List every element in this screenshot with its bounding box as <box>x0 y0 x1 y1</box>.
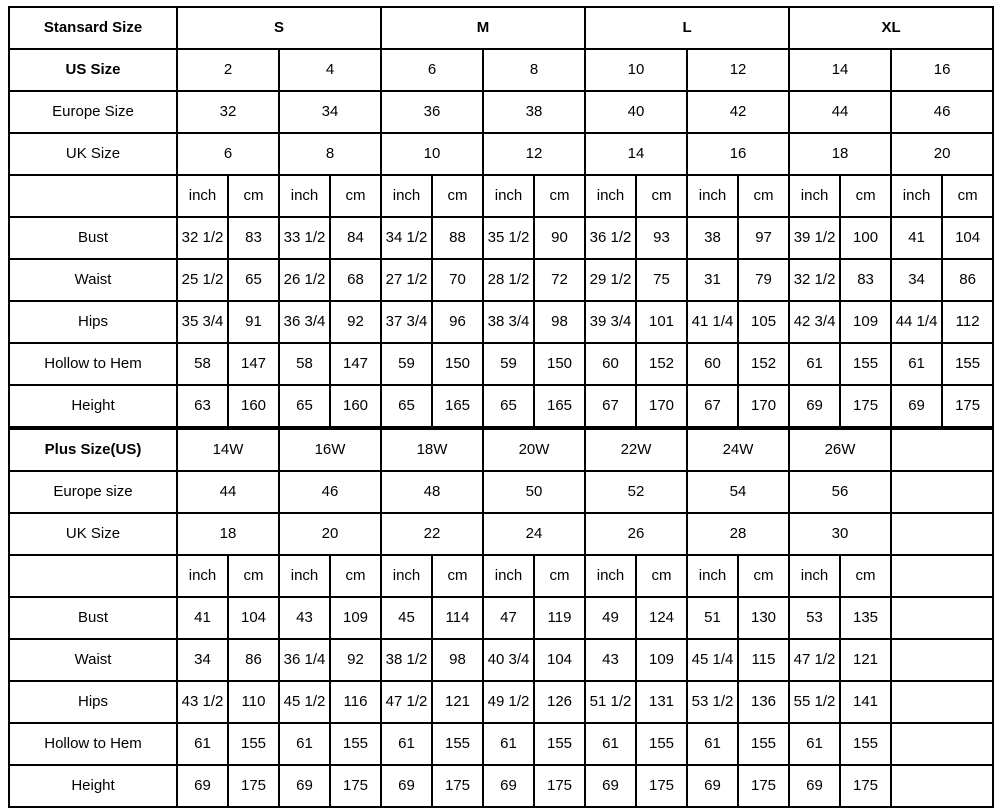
measure-value: 155 <box>330 723 381 765</box>
standard-size-row <box>9 91 993 133</box>
measure-value: 170 <box>636 385 687 427</box>
plus-measure-row <box>9 639 993 681</box>
measure-value: 165 <box>432 385 483 427</box>
measure-value: 147 <box>330 343 381 385</box>
size-value: 18 <box>789 133 891 175</box>
measure-value: 34 <box>177 639 228 681</box>
size-value: 30 <box>789 513 891 555</box>
plus-size-header: 14W <box>177 429 279 471</box>
plus-trailing-blank <box>891 513 993 555</box>
measure-value: 69 <box>687 765 738 807</box>
measure-value: 135 <box>840 597 891 639</box>
measure-value: 90 <box>534 217 585 259</box>
measure-value: 49 1/2 <box>483 681 534 723</box>
measure-value: 68 <box>330 259 381 301</box>
size-value: 16 <box>891 49 993 91</box>
measure-value: 104 <box>534 639 585 681</box>
measure-value: 38 <box>687 217 738 259</box>
measure-value: 38 1/2 <box>381 639 432 681</box>
size-value: 32 <box>177 91 279 133</box>
size-value: 12 <box>483 133 585 175</box>
measure-value: 175 <box>738 765 789 807</box>
measure-value: 75 <box>636 259 687 301</box>
standard-measure-row <box>9 301 993 343</box>
measure-value: 98 <box>432 639 483 681</box>
plus-trailing-blank <box>891 681 993 723</box>
unit-header: cm <box>636 555 687 597</box>
measure-value: 67 <box>687 385 738 427</box>
row-label: US Size <box>9 49 177 91</box>
measure-value: 70 <box>432 259 483 301</box>
size-value: 24 <box>483 513 585 555</box>
size-value: 20 <box>891 133 993 175</box>
unit-header: inch <box>483 555 534 597</box>
measure-value: 27 1/2 <box>381 259 432 301</box>
plus-unit-row <box>9 555 993 597</box>
measure-value: 42 3/4 <box>789 301 840 343</box>
measure-value: 69 <box>891 385 942 427</box>
size-value: 34 <box>279 91 381 133</box>
measure-value: 69 <box>789 385 840 427</box>
measure-value: 37 3/4 <box>381 301 432 343</box>
measure-value: 32 1/2 <box>789 259 840 301</box>
measure-value: 34 1/2 <box>381 217 432 259</box>
measure-value: 43 1/2 <box>177 681 228 723</box>
measure-value: 116 <box>330 681 381 723</box>
measure-value: 35 3/4 <box>177 301 228 343</box>
unit-header: inch <box>891 175 942 217</box>
size-value: 14 <box>585 133 687 175</box>
size-value: 26 <box>585 513 687 555</box>
size-value: 12 <box>687 49 789 91</box>
measure-value: 155 <box>840 723 891 765</box>
measure-value: 155 <box>840 343 891 385</box>
measure-value: 67 <box>585 385 636 427</box>
measure-value: 69 <box>381 765 432 807</box>
unit-header: cm <box>330 555 381 597</box>
plus-measure-row <box>9 723 993 765</box>
size-value: 10 <box>585 49 687 91</box>
unit-row-empty-label <box>9 555 177 597</box>
measure-value: 69 <box>177 765 228 807</box>
unit-header: cm <box>942 175 993 217</box>
measure-value: 88 <box>432 217 483 259</box>
measure-value: 92 <box>330 301 381 343</box>
plus-size-header: 26W <box>789 429 891 471</box>
size-value: 56 <box>789 471 891 513</box>
measure-value: 40 3/4 <box>483 639 534 681</box>
measure-value: 175 <box>840 765 891 807</box>
measure-value: 39 1/2 <box>789 217 840 259</box>
size-value: 8 <box>279 133 381 175</box>
unit-header: cm <box>636 175 687 217</box>
measure-value: 83 <box>228 217 279 259</box>
unit-header: cm <box>738 555 789 597</box>
row-label: Europe size <box>9 471 177 513</box>
plus-trailing-blank <box>891 639 993 681</box>
measure-value: 65 <box>483 385 534 427</box>
size-group-header: S <box>177 7 381 49</box>
size-group-header: XL <box>789 7 993 49</box>
measure-value: 160 <box>228 385 279 427</box>
plus-size-header: 22W <box>585 429 687 471</box>
measure-value: 32 1/2 <box>177 217 228 259</box>
measure-value: 36 3/4 <box>279 301 330 343</box>
measure-value: 60 <box>687 343 738 385</box>
measure-value: 45 1/2 <box>279 681 330 723</box>
measure-value: 61 <box>483 723 534 765</box>
measure-value: 97 <box>738 217 789 259</box>
unit-header: inch <box>483 175 534 217</box>
measure-value: 47 1/2 <box>381 681 432 723</box>
measure-value: 160 <box>330 385 381 427</box>
measure-value: 61 <box>177 723 228 765</box>
size-value: 54 <box>687 471 789 513</box>
plus-size-row <box>9 471 993 513</box>
measure-value: 115 <box>738 639 789 681</box>
measure-value: 51 <box>687 597 738 639</box>
unit-header: inch <box>381 175 432 217</box>
measure-value: 109 <box>330 597 381 639</box>
size-value: 42 <box>687 91 789 133</box>
size-value: 28 <box>687 513 789 555</box>
measure-value: 114 <box>432 597 483 639</box>
measure-value: 175 <box>636 765 687 807</box>
measure-value: 109 <box>636 639 687 681</box>
measure-value: 104 <box>228 597 279 639</box>
unit-header: cm <box>534 555 585 597</box>
measure-value: 93 <box>636 217 687 259</box>
unit-header: inch <box>279 555 330 597</box>
measure-label: Hollow to Hem <box>9 343 177 385</box>
size-value: 38 <box>483 91 585 133</box>
measure-value: 49 <box>585 597 636 639</box>
size-value: 14 <box>789 49 891 91</box>
measure-value: 141 <box>840 681 891 723</box>
unit-header: inch <box>687 175 738 217</box>
size-value: 52 <box>585 471 687 513</box>
measure-value: 34 <box>891 259 942 301</box>
size-value: 6 <box>177 133 279 175</box>
measure-label: Height <box>9 385 177 427</box>
measure-value: 59 <box>381 343 432 385</box>
measure-value: 45 1/4 <box>687 639 738 681</box>
measure-value: 170 <box>738 385 789 427</box>
size-value: 50 <box>483 471 585 513</box>
measure-value: 150 <box>534 343 585 385</box>
standard-size-row <box>9 133 993 175</box>
plus-size-header: 18W <box>381 429 483 471</box>
measure-label: Waist <box>9 259 177 301</box>
measure-value: 155 <box>942 343 993 385</box>
measure-label: Waist <box>9 639 177 681</box>
size-value: 6 <box>381 49 483 91</box>
measure-value: 55 1/2 <box>789 681 840 723</box>
measure-value: 119 <box>534 597 585 639</box>
plus-measure-row <box>9 597 993 639</box>
row-label: Europe Size <box>9 91 177 133</box>
measure-value: 65 <box>228 259 279 301</box>
standard-measure-row <box>9 385 993 427</box>
measure-value: 110 <box>228 681 279 723</box>
measure-value: 38 3/4 <box>483 301 534 343</box>
measure-value: 39 3/4 <box>585 301 636 343</box>
measure-value: 92 <box>330 639 381 681</box>
measure-value: 147 <box>228 343 279 385</box>
measure-value: 65 <box>279 385 330 427</box>
measure-value: 69 <box>483 765 534 807</box>
unit-row-empty-label <box>9 175 177 217</box>
measure-value: 47 1/2 <box>789 639 840 681</box>
plus-trailing-blank <box>891 471 993 513</box>
measure-value: 63 <box>177 385 228 427</box>
measure-value: 41 <box>891 217 942 259</box>
measure-label: Hips <box>9 681 177 723</box>
unit-header: cm <box>738 175 789 217</box>
measure-value: 45 <box>381 597 432 639</box>
size-value: 48 <box>381 471 483 513</box>
measure-value: 86 <box>228 639 279 681</box>
measure-value: 175 <box>432 765 483 807</box>
measure-value: 175 <box>228 765 279 807</box>
measure-value: 36 1/4 <box>279 639 330 681</box>
measure-value: 175 <box>840 385 891 427</box>
measure-value: 61 <box>687 723 738 765</box>
plus-title-cell: Plus Size(US) <box>9 429 177 471</box>
plus-trailing-blank <box>891 555 993 597</box>
measure-value: 72 <box>534 259 585 301</box>
measure-value: 100 <box>840 217 891 259</box>
measure-value: 155 <box>534 723 585 765</box>
plus-size-header: 16W <box>279 429 381 471</box>
measure-label: Bust <box>9 217 177 259</box>
unit-header: cm <box>840 555 891 597</box>
measure-value: 51 1/2 <box>585 681 636 723</box>
measure-value: 104 <box>942 217 993 259</box>
unit-header: cm <box>432 555 483 597</box>
measure-value: 152 <box>738 343 789 385</box>
measure-value: 101 <box>636 301 687 343</box>
size-group-header: L <box>585 7 789 49</box>
measure-value: 155 <box>636 723 687 765</box>
measure-value: 31 <box>687 259 738 301</box>
measure-label: Bust <box>9 597 177 639</box>
measure-value: 28 1/2 <box>483 259 534 301</box>
measure-label: Height <box>9 765 177 807</box>
measure-value: 155 <box>228 723 279 765</box>
measure-value: 165 <box>534 385 585 427</box>
measure-value: 84 <box>330 217 381 259</box>
unit-header: inch <box>789 555 840 597</box>
plus-size-table <box>8 428 994 808</box>
measure-value: 175 <box>330 765 381 807</box>
unit-header: cm <box>534 175 585 217</box>
measure-value: 121 <box>840 639 891 681</box>
measure-value: 131 <box>636 681 687 723</box>
row-label: UK Size <box>9 513 177 555</box>
size-group-header: M <box>381 7 585 49</box>
unit-header: inch <box>177 555 228 597</box>
measure-value: 175 <box>534 765 585 807</box>
standard-title-cell: Stansard Size <box>9 7 177 49</box>
measure-value: 53 1/2 <box>687 681 738 723</box>
standard-size-table <box>8 6 994 428</box>
measure-value: 41 <box>177 597 228 639</box>
unit-header: inch <box>381 555 432 597</box>
measure-value: 33 1/2 <box>279 217 330 259</box>
plus-trailing-blank <box>891 723 993 765</box>
standard-measure-row <box>9 217 993 259</box>
measure-label: Hollow to Hem <box>9 723 177 765</box>
unit-header: cm <box>228 555 279 597</box>
unit-header: inch <box>585 555 636 597</box>
measure-value: 26 1/2 <box>279 259 330 301</box>
size-value: 2 <box>177 49 279 91</box>
measure-value: 96 <box>432 301 483 343</box>
measure-value: 79 <box>738 259 789 301</box>
plus-trailing-blank <box>891 429 993 471</box>
plus-trailing-blank <box>891 597 993 639</box>
measure-value: 36 1/2 <box>585 217 636 259</box>
measure-value: 41 1/4 <box>687 301 738 343</box>
unit-header: cm <box>840 175 891 217</box>
size-value: 16 <box>687 133 789 175</box>
measure-value: 155 <box>738 723 789 765</box>
measure-value: 69 <box>279 765 330 807</box>
measure-value: 61 <box>279 723 330 765</box>
measure-value: 152 <box>636 343 687 385</box>
unit-header: cm <box>228 175 279 217</box>
measure-value: 109 <box>840 301 891 343</box>
measure-label: Hips <box>9 301 177 343</box>
size-value: 22 <box>381 513 483 555</box>
size-value: 20 <box>279 513 381 555</box>
measure-value: 58 <box>279 343 330 385</box>
measure-value: 58 <box>177 343 228 385</box>
size-value: 44 <box>177 471 279 513</box>
measure-value: 83 <box>840 259 891 301</box>
measure-value: 61 <box>891 343 942 385</box>
measure-value: 126 <box>534 681 585 723</box>
measure-value: 29 1/2 <box>585 259 636 301</box>
measure-value: 65 <box>381 385 432 427</box>
standard-size-row <box>9 49 993 91</box>
plus-size-row <box>9 513 993 555</box>
unit-header: inch <box>687 555 738 597</box>
measure-value: 44 1/4 <box>891 301 942 343</box>
size-value: 8 <box>483 49 585 91</box>
size-value: 46 <box>891 91 993 133</box>
plus-size-header: 20W <box>483 429 585 471</box>
measure-value: 91 <box>228 301 279 343</box>
measure-value: 124 <box>636 597 687 639</box>
measure-value: 175 <box>942 385 993 427</box>
standard-unit-row <box>9 175 993 217</box>
size-value: 10 <box>381 133 483 175</box>
measure-value: 136 <box>738 681 789 723</box>
measure-value: 69 <box>585 765 636 807</box>
measure-value: 61 <box>585 723 636 765</box>
measure-value: 61 <box>789 723 840 765</box>
measure-value: 47 <box>483 597 534 639</box>
size-value: 18 <box>177 513 279 555</box>
measure-value: 43 <box>585 639 636 681</box>
plus-size-header: 24W <box>687 429 789 471</box>
measure-value: 25 1/2 <box>177 259 228 301</box>
measure-value: 130 <box>738 597 789 639</box>
unit-header: inch <box>789 175 840 217</box>
measure-value: 35 1/2 <box>483 217 534 259</box>
measure-value: 69 <box>789 765 840 807</box>
measure-value: 86 <box>942 259 993 301</box>
size-value: 46 <box>279 471 381 513</box>
unit-header: inch <box>585 175 636 217</box>
size-value: 40 <box>585 91 687 133</box>
unit-header: cm <box>330 175 381 217</box>
measure-value: 43 <box>279 597 330 639</box>
size-value: 4 <box>279 49 381 91</box>
unit-header: inch <box>279 175 330 217</box>
plus-header-row <box>9 429 993 471</box>
standard-header-row <box>9 7 993 49</box>
measure-value: 155 <box>432 723 483 765</box>
measure-value: 150 <box>432 343 483 385</box>
measure-value: 121 <box>432 681 483 723</box>
measure-value: 60 <box>585 343 636 385</box>
size-value: 36 <box>381 91 483 133</box>
measure-value: 61 <box>789 343 840 385</box>
measure-value: 53 <box>789 597 840 639</box>
size-value: 44 <box>789 91 891 133</box>
unit-header: cm <box>432 175 483 217</box>
plus-trailing-blank <box>891 765 993 807</box>
standard-measure-row <box>9 343 993 385</box>
plus-measure-row <box>9 765 993 807</box>
standard-measure-row <box>9 259 993 301</box>
measure-value: 61 <box>381 723 432 765</box>
measure-value: 59 <box>483 343 534 385</box>
measure-value: 112 <box>942 301 993 343</box>
measure-value: 98 <box>534 301 585 343</box>
unit-header: inch <box>177 175 228 217</box>
row-label: UK Size <box>9 133 177 175</box>
plus-measure-row <box>9 681 993 723</box>
measure-value: 105 <box>738 301 789 343</box>
